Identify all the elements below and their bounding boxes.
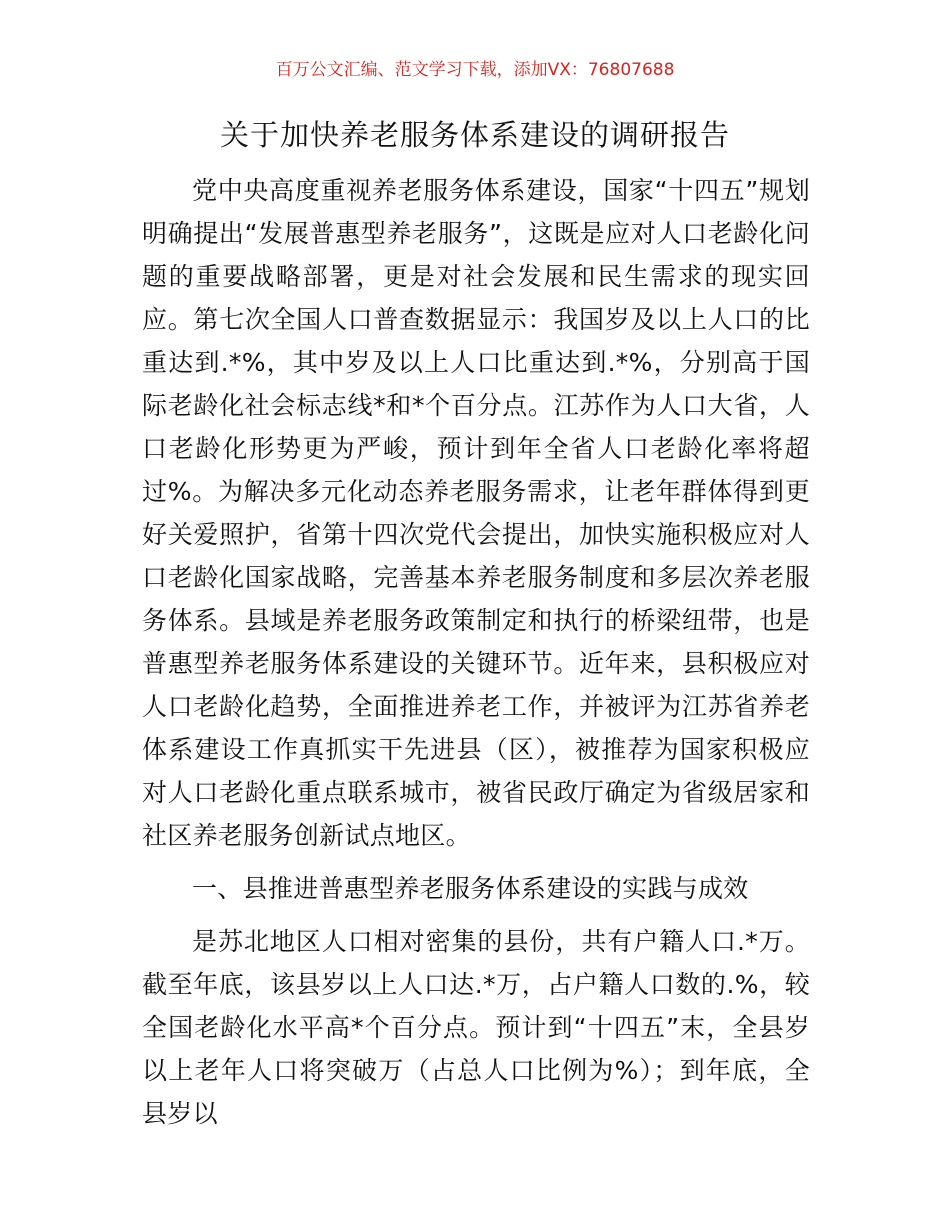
document-title: 关于加快养老服务体系建设的调研报告	[219, 118, 730, 152]
header-note: 百万公文汇编、范文学习下载，添加VX：76807688	[275, 60, 675, 80]
section-paragraph: 是苏北地区人口相对密集的县份，共有户籍人口.*万。截至年底，该县岁以上人口达.*万，占户籍人口数的.%，较全国老龄化水平高*个百分点。预计到“十四五”末，全县岁以上老年人口将突破万（占总人口比例为%）；到年底，全县岁以	[142, 927, 810, 1128]
section-heading: 一、县推进普惠型养老服务体系建设的实践与成效	[192, 874, 749, 903]
document-body	[142, 169, 810, 1135]
intro-paragraph: 党中央高度重视养老服务体系建设，国家“十四五”规划明确提出“发展普惠型养老服务”，这既是应对人口老龄化问题的重要战略部署，更是对社会发展和民生需求的现实回应。第七次全国人口普查数据显示：我国岁及以上人口的比重达到.*%，其中岁及以上人口比重达到.*%，分别高于国际老龄化社会标志线*和*个百分点。江苏作为人口大省，人口老龄化形势更为严峻，预计到年全省人口老龄化率将超过%。为解决多元化动态养老服务需求，让老年群体得到更好关爱照护，省第十四次党代会提出，加快实施积极应对人口老龄化国家战略，完善基本养老服务制度和多层次养老服务体系。县域是养老服务政策制定和执行的桥梁纽带，也是普惠型养老服务体系建设的关键环节。近年来，县积极应对人口老龄化趋势，全面推进养老工作，并被评为江苏省养老体系建设工作真抓实干先进县（区），被推荐为国家积极应对人口老龄化重点联系城市，被省民政厅确定为省级居家和社区养老服务创新试点地区。	[142, 176, 810, 850]
